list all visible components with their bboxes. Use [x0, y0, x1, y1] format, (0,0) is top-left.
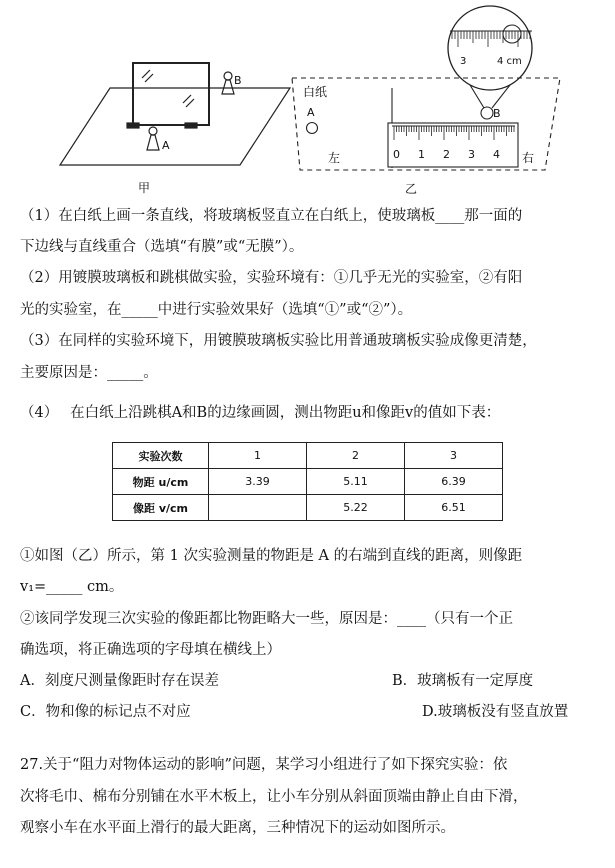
glass-plate: [133, 63, 209, 125]
option-d: D.玻璃板没有竖直放置: [422, 704, 569, 720]
paper-plane: [60, 88, 290, 165]
q4-sub2-line2: 确选项，将正确选项的字母填在横线上）: [20, 642, 281, 658]
table-header-cell: 2: [307, 443, 405, 469]
table-header-row: [113, 443, 503, 469]
table-cell: 5.22: [307, 495, 405, 521]
circle-b: [481, 107, 493, 119]
q2-line1: （2）用镀膜玻璃板和跳棋做实验，实验环境有：①几乎无光的实验室，②有阳: [20, 270, 523, 286]
chess-piece-a: [147, 127, 159, 150]
q4-sub1-line1: ①如图（乙）所示，第 1 次实验测量的物距是 A 的右端到直线的距离，则像距: [20, 548, 523, 564]
option-c: C．物和像的标记点不对应: [20, 704, 191, 720]
table-header-cell: 3: [405, 443, 503, 469]
jia-caption: 甲: [138, 181, 151, 195]
figures-area: [0, 0, 615, 200]
table-cell: 3.39: [209, 469, 307, 495]
table-cell: [209, 495, 307, 521]
chess-piece-b: [222, 72, 234, 94]
ruler-tick-label: 4: [493, 148, 500, 161]
option-a: A．刻度尺测量像距时存在误差: [20, 673, 219, 689]
table-header-cell: 1: [209, 443, 307, 469]
figure-yi: [292, 6, 560, 170]
clip-right: [185, 123, 197, 128]
table-header-cell: 实验次数: [113, 443, 209, 469]
table-cell: 6.39: [405, 469, 503, 495]
glass-glare: [142, 70, 150, 78]
zoom-ticks: [452, 31, 530, 47]
data-table: [112, 442, 503, 521]
paper-label: 白纸: [303, 85, 328, 99]
ruler-tick-label: 3: [468, 148, 475, 161]
q27-line3: 观察小车在水平面上滑行的最大距离，三种情况下的运动如图所示。: [20, 820, 455, 836]
circle-a: [307, 123, 318, 134]
zoom-circle: [448, 6, 532, 90]
table-row-label: 像距 v/cm: [113, 495, 209, 521]
clip-left: [127, 123, 139, 128]
table-row: [113, 469, 503, 495]
table-cell: 6.51: [405, 495, 503, 521]
q3-line1: （3）在同样的实验环境下，用镀膜玻璃板实验比用普通玻璃板实验成像更清楚，: [20, 333, 537, 349]
zoom-tick-label: 4 cm: [497, 56, 522, 67]
jia-label-a: A: [162, 139, 170, 152]
q27-line1: 27.关于“阻力对物体运动的影响”问题，某学习小组进行了如下探究实验：依: [20, 757, 508, 773]
q4-sub1-line2: v₁=_____ cm。: [20, 579, 124, 595]
ruler-tick-label: 0: [393, 148, 400, 161]
zoom-tick-labels: [460, 56, 522, 67]
ruler-tick-label: 2: [443, 148, 450, 161]
yi-label-b: B: [493, 107, 501, 120]
ruler-tick-label: 1: [418, 148, 425, 161]
right-label: 右: [522, 151, 535, 165]
figure-jia: [60, 63, 290, 165]
table-row-label: 物距 u/cm: [113, 469, 209, 495]
left-label: 左: [328, 151, 341, 165]
table-cell: 5.11: [307, 469, 405, 495]
q3-line2: 主要原因是：_____。: [20, 365, 158, 381]
q1-line1: （1）在白纸上画一条直线，将玻璃板竖直立在白纸上，使玻璃板____那一面的: [20, 208, 523, 224]
table-row: [113, 495, 503, 521]
q4-sub2-line1: ②该同学发现三次实验的像距都比物距略大一些，原因是：____（只有一个正: [20, 611, 513, 627]
zoom-tick-label: 3: [460, 56, 467, 67]
q2-line2: 光的实验室，在_____中进行实验效果好（选填“①”或“②”）。: [20, 302, 413, 318]
yi-label-a: A: [307, 106, 315, 119]
option-b: B．玻璃板有一定厚度: [392, 673, 534, 689]
jia-label-b: B: [234, 74, 242, 87]
yi-caption: 乙: [405, 182, 418, 196]
q27-line2: 次将毛巾、棉布分别铺在水平木板上，让小车分别从斜面顶端由静止自由下滑，: [20, 789, 528, 805]
q1-line2: 下边线与直线重合（选填“有膜”或“无膜”）。: [20, 239, 304, 255]
q4-intro: （4） 在白纸上沿跳棋A和B的边缘画圆，测出物距u和像距v的值如下表：: [20, 405, 501, 421]
